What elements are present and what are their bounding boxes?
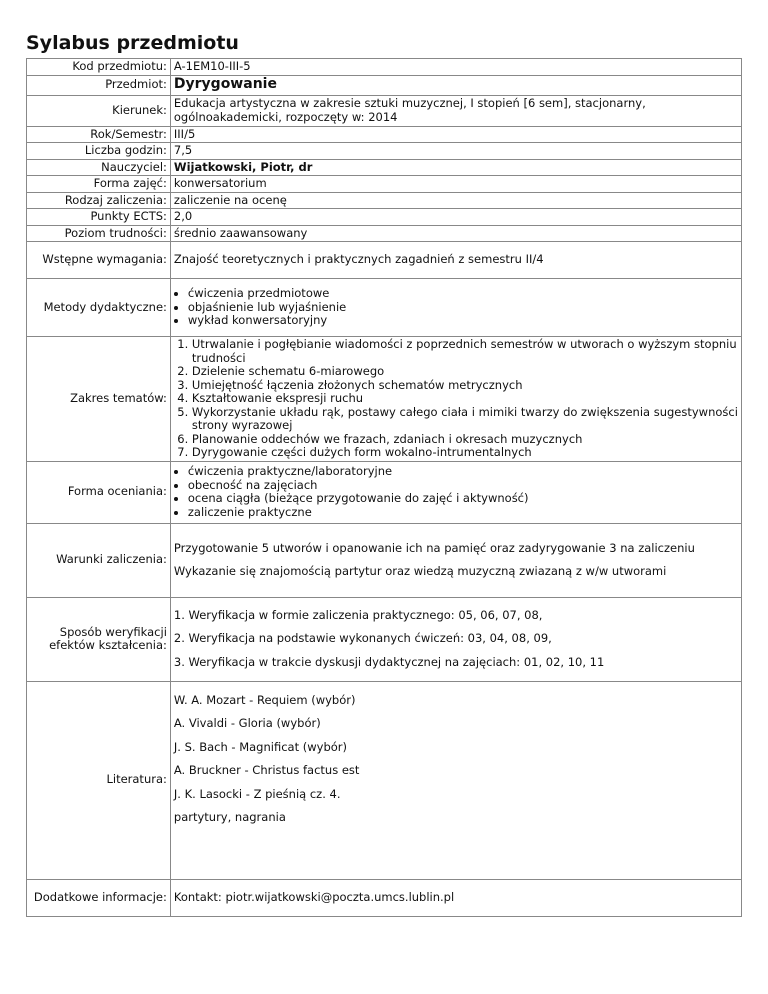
value-godziny: 7,5	[170, 143, 741, 160]
page-title: Sylabus przedmiotu	[26, 32, 239, 54]
label-sposob-line2: efektów kształcenia:	[49, 638, 167, 652]
value-forma: konwersatorium	[170, 176, 741, 193]
list-item: 3. Umiejętność łączenia złożonych schematów metrycznych	[192, 379, 738, 393]
label-metody: Metody dydaktyczne:	[27, 279, 171, 337]
label-warunki: Warunki zaliczenia:	[27, 523, 171, 597]
value-ocenianie	[170, 461, 741, 523]
value-kod: A-1EM10-III-5	[170, 59, 741, 76]
label-zakres: Zakres tematów:	[27, 337, 171, 462]
label-forma: Forma zajęć:	[27, 176, 171, 193]
literature-item: partytury, nagrania	[173, 810, 286, 824]
row-wymagania	[27, 242, 742, 279]
syllabus-table	[26, 58, 742, 917]
grading-list	[174, 465, 738, 519]
value-literatura	[170, 681, 741, 879]
list-item: 4. Kształtowanie ekspresji ruchu	[192, 392, 738, 406]
row-warunki	[27, 523, 742, 597]
literature-item: A. Vivaldi - Gloria (wybór)	[173, 716, 321, 730]
value-zakres	[170, 337, 741, 462]
label-rodzaj: Rodzaj zaliczenia:	[27, 192, 171, 209]
list-item: • objaśnienie lub wyjaśnienie	[188, 301, 738, 315]
row-forma	[27, 176, 742, 193]
list-item: 7. Dyrygowanie części dużych form wokalno-intrumentalnych	[192, 446, 738, 460]
row-rodzaj	[27, 192, 742, 209]
row-rok	[27, 126, 742, 143]
label-literatura: Literatura:	[27, 681, 171, 879]
literature-item: J. K. Lasocki - Z pieśnią cz. 4.	[173, 786, 341, 801]
verification-text: 3. Weryfikacja w trakcie dyskusji dydaktycznej na zajęciach: 01, 02, 10, 11	[173, 654, 605, 669]
row-ocenianie	[27, 461, 742, 523]
label-sposob	[27, 597, 171, 681]
label-kierunek: Kierunek:	[27, 95, 171, 126]
row-literatura	[27, 681, 742, 879]
value-rok: III/5	[170, 126, 741, 143]
row-kod	[27, 59, 742, 76]
row-nauczyciel	[27, 159, 742, 176]
label-dodatkowe: Dodatkowe informacje:	[27, 879, 171, 916]
condition-text: Przygotowanie 5 utworów i opanowanie ich na pamięć oraz zadyrygowanie 3 na zaliczeniu	[173, 540, 695, 555]
list-item: 6. Planowanie oddechów we frazach, zdaniach i okresach muzycznych	[192, 433, 738, 447]
literature-item: J. S. Bach - Magnificat (wybór)	[173, 739, 347, 754]
verification-text: 1. Weryfikacja w formie zaliczenia praktycznego: 05, 06, 07, 08,	[173, 607, 543, 622]
list-item: • obecność na zajęciach	[188, 479, 738, 493]
label-godziny: Liczba godzin:	[27, 143, 171, 160]
list-item: • ćwiczenia przedmiotowe	[188, 287, 738, 301]
value-rodzaj: zaliczenie na ocenę	[170, 192, 741, 209]
topics-list	[174, 338, 738, 460]
label-kod: Kod przedmiotu:	[27, 59, 171, 76]
row-zakres	[27, 337, 742, 462]
condition-text: Wykazanie się znajomością partytur oraz wiedzą muzyczną zwiazaną z w/w utworami	[173, 564, 667, 578]
row-kierunek	[27, 95, 742, 126]
row-dodatkowe	[27, 879, 742, 916]
label-poziom: Poziom trudności:	[27, 225, 171, 242]
row-godziny	[27, 143, 742, 160]
list-item: 5. Wykorzystanie układu rąk, postawy całego ciała i mimiki twarzy do zwiększenia sugestywności strony wyrazowej	[192, 406, 738, 433]
literature-item: W. A. Mozart - Requiem (wybór)	[173, 692, 356, 707]
list-item: • zaliczenie praktyczne	[188, 506, 738, 520]
row-ects	[27, 209, 742, 226]
row-metody	[27, 279, 742, 337]
list-item: • wykład konwersatoryjny	[188, 314, 738, 328]
list-item: 2. Dzielenie schematu 6-miarowego	[192, 365, 738, 379]
list-item: • ocena ciągła (bieżące przygotowanie do zajęć i aktywność)	[188, 492, 738, 506]
value-dodatkowe: Kontakt: piotr.wijatkowski@poczta.umcs.lublin.pl	[170, 879, 741, 916]
value-poziom: średnio zaawansowany	[170, 225, 741, 242]
value-kierunek: Edukacja artystyczna w zakresie sztuki muzycznej, I stopień [6 sem], stacjonarny, ogólnoakademicki, rozpoczęty w: 2014	[170, 95, 741, 126]
label-ocenianie: Forma oceniania:	[27, 461, 171, 523]
row-sposob	[27, 597, 742, 681]
methods-list	[174, 287, 738, 328]
value-nauczyciel: Wijatkowski, Piotr, dr	[170, 159, 741, 176]
literature-item: A. Bruckner - Christus factus est	[173, 763, 360, 777]
row-przedmiot	[27, 75, 742, 95]
value-przedmiot: Dyrygowanie	[170, 75, 741, 95]
value-warunki	[170, 523, 741, 597]
label-nauczyciel: Nauczyciel:	[27, 159, 171, 176]
value-wymagania: Znajość teoretycznych i praktycznych zagadnień z semestru II/4	[170, 242, 741, 279]
value-metody	[170, 279, 741, 337]
list-item: • ćwiczenia praktyczne/laboratoryjne	[188, 465, 738, 479]
label-ects: Punkty ECTS:	[27, 209, 171, 226]
row-poziom	[27, 225, 742, 242]
label-wymagania: Wstępne wymagania:	[27, 242, 171, 279]
label-rok: Rok/Semestr:	[27, 126, 171, 143]
label-sposob-line1: Sposób weryfikacji	[59, 624, 167, 639]
list-item: 1. Utrwalanie i pogłębianie wiadomości z poprzednich semestrów w utworach o wyższym stopniu trudności	[192, 338, 738, 365]
verification-text: 2. Weryfikacja na podstawie wykonanych ćwiczeń: 03, 04, 08, 09,	[173, 631, 552, 646]
value-sposob	[170, 597, 741, 681]
value-ects: 2,0	[170, 209, 741, 226]
label-przedmiot: Przedmiot:	[27, 75, 171, 95]
